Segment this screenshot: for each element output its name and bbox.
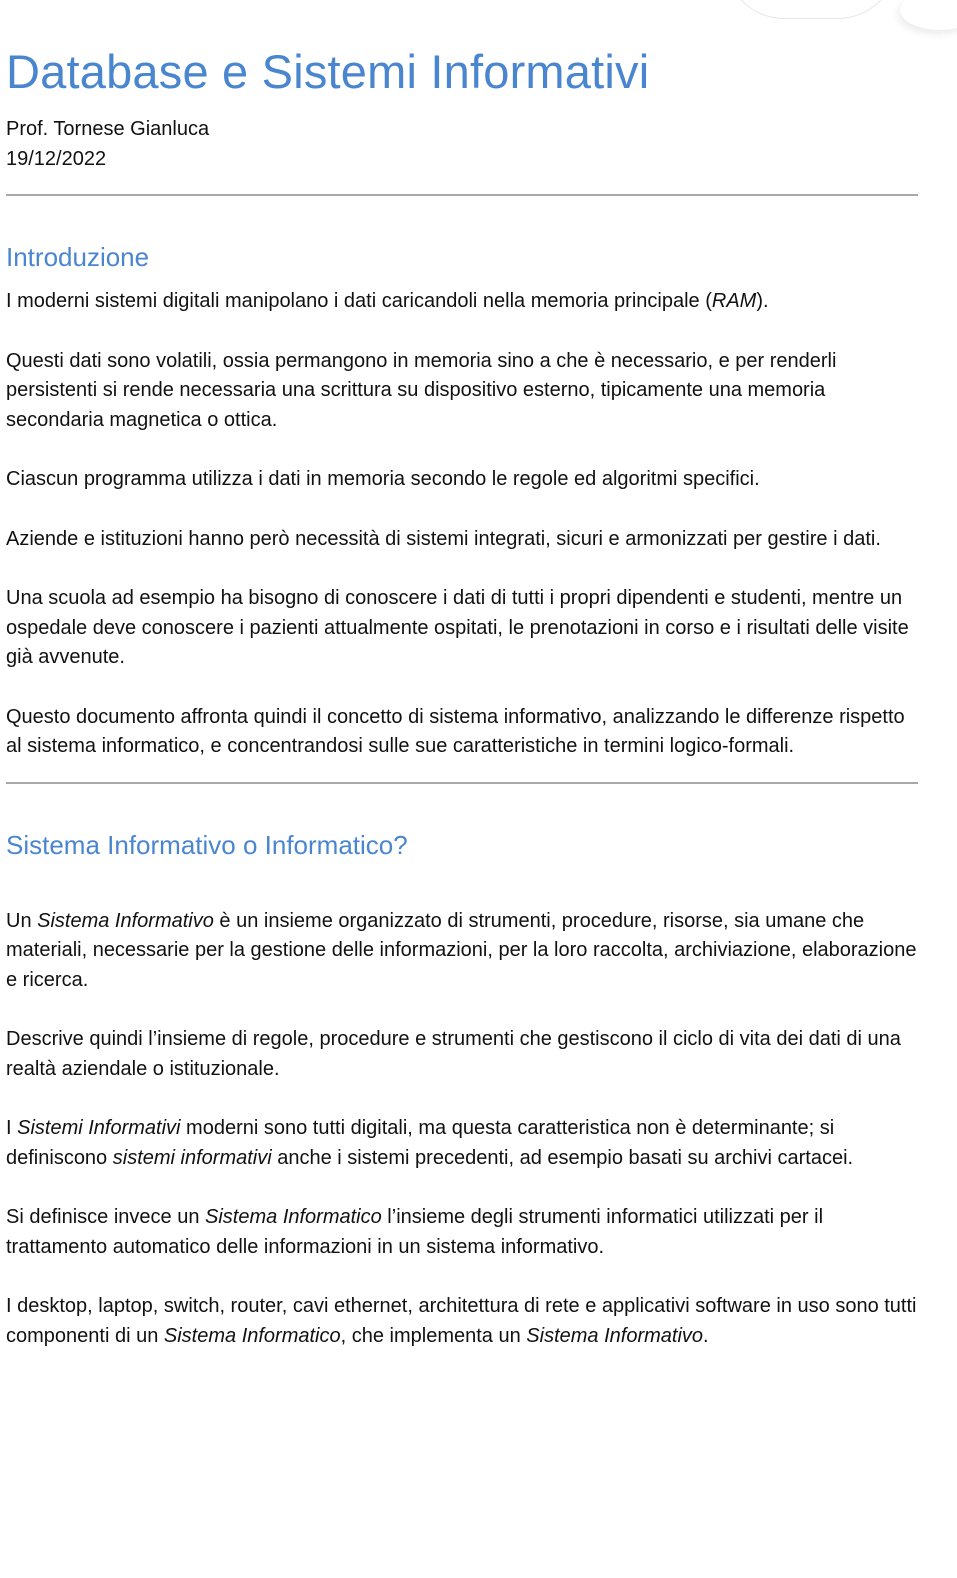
italic-term: RAM	[711, 290, 757, 312]
paragraph-gap	[6, 435, 918, 465]
italic-term: Sistema Informativo	[37, 909, 214, 932]
text-run: anche i sistemi precedenti, ad esempio basati su archivi cartacei.	[271, 1146, 854, 1169]
paragraph	[6, 1292, 918, 1351]
text-run: moderni sono tutti digitali, ma questa caratteristica non è determinante; si definiscono	[6, 1117, 835, 1169]
italic-term: sistemi informativi	[112, 1146, 272, 1169]
text-run: I moderni sistemi digitali manipolano i dati caricandoli nella memoria principale (	[6, 290, 712, 312]
paragraph	[6, 584, 918, 673]
text-run: , che implementa un	[340, 1324, 527, 1347]
text-run: Una scuola ad esempio ha bisogno di conoscere i dati di tutti i propri dipendenti e studenti, mentre un ospedale deve conoscere i pazienti attualmente ospitati, le prenotazioni in corso e i risultati delle visite già avvenute.	[6, 587, 909, 668]
paragraph	[6, 1114, 918, 1173]
text-run: Questo documento affronta quindi il concetto di sistema informativo, analizzando le differenze rispetto al sistema informatico, e concentrandosi sulle sue caratteristiche in termini logico-formali.	[6, 705, 905, 757]
text-run: Descrive quindi l’insieme di regole, procedure e strumenti che gestiscono il ciclo di vita dei dati di una realtà aziendale o istituzionale.	[6, 1028, 901, 1080]
paragraph	[6, 1025, 918, 1084]
paragraph	[6, 907, 918, 996]
document-meta	[6, 114, 918, 174]
text-run: ).	[756, 290, 769, 312]
text-run: Un	[6, 909, 38, 932]
text-run: Si definisce invece un	[6, 1206, 206, 1228]
divider	[6, 782, 918, 784]
paragraph-gap	[6, 673, 918, 703]
paragraph-gap	[6, 495, 918, 525]
text-run: l’insieme degli strumenti informatici utilizzati per il trattamento automatico delle informazioni in un sistema informativo.	[6, 1206, 824, 1258]
section-body-sistema	[6, 907, 918, 1352]
text-run: Aziende e istituzioni hanno però necessità di sistemi integrati, sicuri e armonizzati per gestire i dati.	[6, 527, 881, 550]
italic-term: Sistema Informativo	[526, 1324, 704, 1347]
paragraph-gap	[6, 1173, 918, 1203]
document	[6, 0, 918, 1351]
italic-term: Sistema Informatico	[205, 1206, 382, 1228]
document-title: Database e Sistemi Informativi	[6, 45, 650, 98]
paragraph	[6, 703, 918, 762]
paragraph-gap	[6, 995, 918, 1025]
paragraph	[6, 347, 918, 436]
paragraph-gap	[6, 554, 918, 584]
paragraph	[6, 1203, 918, 1262]
section-heading-introduzione: Introduzione	[6, 242, 150, 272]
paragraph	[6, 465, 918, 495]
section-body-introduzione	[6, 287, 918, 762]
text-run: .	[703, 1324, 709, 1347]
section-heading-sistema: Sistema Informativo o Informatico?	[6, 829, 408, 860]
text-run: Questi dati sono volatili, ossia permangono in memoria sino a che è necessario, e per renderli persistenti si rende necessaria una scrittura su dispositivo esterno, tipicamente una memoria secondaria magnetica o ottica.	[6, 349, 837, 431]
italic-term: Sistema Informatico	[163, 1324, 341, 1347]
text-run: Ciascun programma utilizza i dati in memoria secondo le regole ed algoritmi specifici.	[6, 468, 760, 490]
paragraph	[6, 287, 918, 317]
paragraph	[6, 525, 918, 555]
text-run: I desktop, laptop, switch, router, cavi ethernet, architettura di rete e applicativi software in uso sono tutti componenti di un	[6, 1295, 917, 1347]
paragraph-gap	[6, 1262, 918, 1292]
text-run: è un insieme organizzato di strumenti, procedure, risorse, sia umane che materiali, necessarie per la gestione delle informazioni, per la loro raccolta, archiviazione, elaborazione e ricerca.	[6, 909, 917, 991]
date: 19/12/2022	[6, 148, 107, 170]
paragraph-gap	[6, 1084, 918, 1114]
paragraph-gap	[6, 317, 918, 347]
author: Prof. Tornese Gianluca	[6, 118, 210, 140]
text-run: I	[6, 1117, 18, 1139]
italic-term: Sistemi Informativi	[17, 1117, 181, 1139]
divider	[6, 194, 918, 196]
